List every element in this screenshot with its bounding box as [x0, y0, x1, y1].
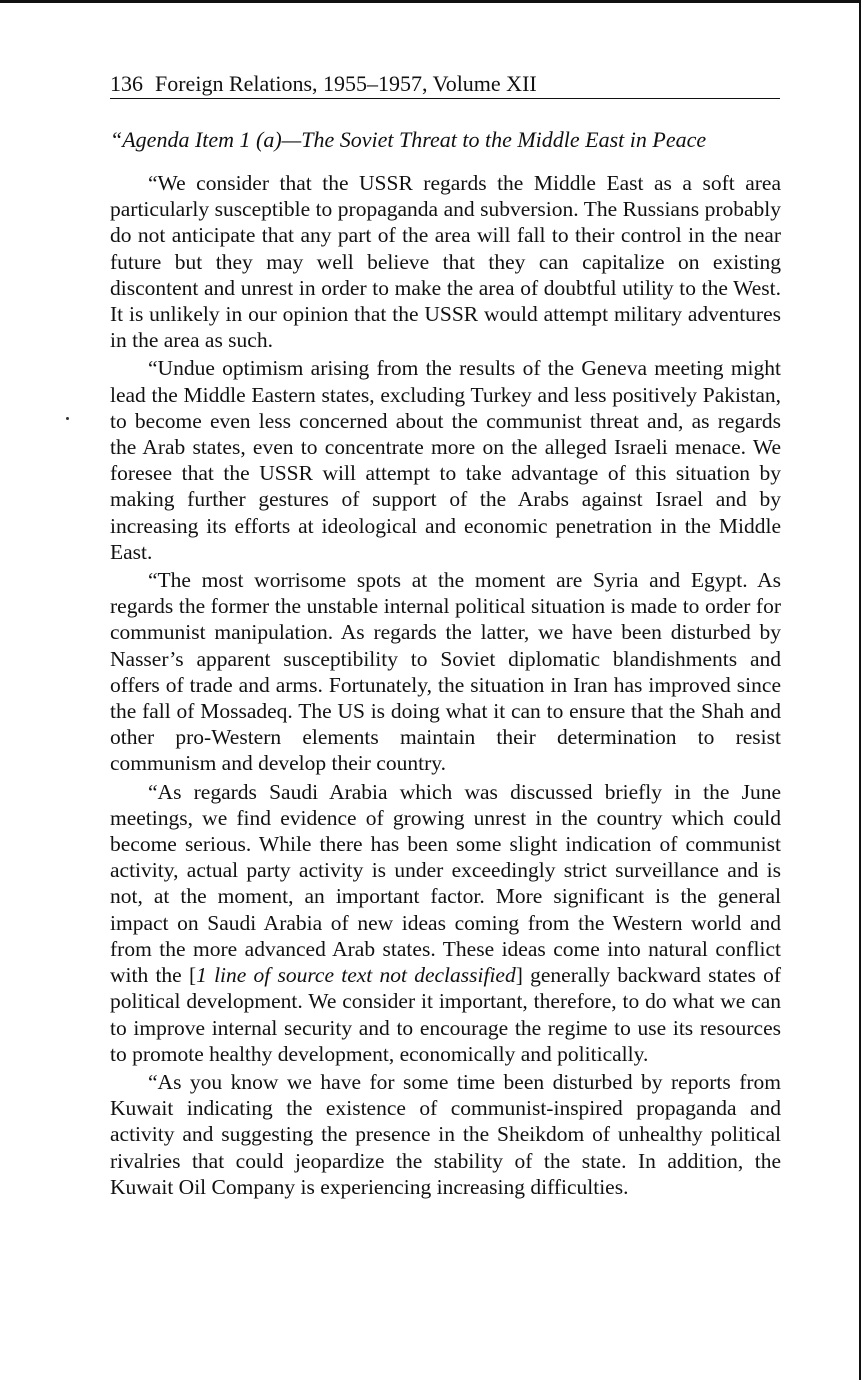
- scan-border-top: [0, 0, 861, 3]
- paragraph-geneva-optimism: “Undue optimism arising from the results of the Geneva meeting might lead the Middle Eastern states, excluding Turkey and less positively Pakistan, to become even less concerned about the communist threat and, as regards the Arab states, even to concentrate more on the alleged Israeli menace. We foresee that the USSR will attempt to take advantage of this situation by making further gestures of support of the Arabs against Israel and by increasing its efforts at ideological and economic penetration in the Middle East.: [110, 356, 781, 564]
- paragraph-saudi-arabia: [110, 779, 781, 1067]
- running-title: Foreign Relations, 1955–1957, Volume XII: [155, 71, 537, 96]
- section-heading: “Agenda Item 1 (a)—The Soviet Threat to the Middle East in Peace: [110, 127, 707, 152]
- paragraph-soviet-view: “We consider that the USSR regards the Middle East as a soft area particularly susceptible to propaganda and subversion. The Russians probably do not anticipate that any part of the area will fall to their control in the near future but they may well believe that they can capitalize on existing discontent and unrest in order to make the area of doubtful utility to the West. It is unlikely in our opinion that the USSR would attempt military adventures in the area as such.: [110, 171, 781, 353]
- paragraph-kuwait: “As you know we have for some time been disturbed by reports from Kuwait indicating the existence of communist-inspired propaganda and activity and suggesting the presence in the Sheikdom of unhealthy political rivalries that could jeopardize the stability of the state. In addition, the Kuwait Oil Company is experiencing increasing difficulties.: [110, 1069, 781, 1199]
- editorial-note-declassified: 1 line of source text not declassified: [196, 963, 516, 988]
- page-number: 136: [110, 71, 143, 96]
- saudi-text-after: ] generally backward states of political development. We consider it important, therefore, to do what we can to improve internal security and to encourage the regime to use its resources to promote healthy development, economically and politically.: [110, 963, 782, 1066]
- document-body: [110, 170, 781, 1202]
- saudi-text-before: “As regards Saudi Arabia which was discussed briefly in the June meetings, we find evidence of growing unrest in the country which could become serious. While there has been some slight indication of communist activity, actual party activity is under exceedingly strict surveillance and is not, at the moment, an important factor. More significant is the general impact on Saudi Arabia of new ideas coming from the Western world and from the more advanced Arab states. These ideas come into natural conflict with the [: [110, 779, 781, 988]
- paragraph-syria-egypt: “The most worrisome spots at the moment are Syria and Egypt. As regards the former the unstable internal political situation is made to order for communist manipulation. As regards the latter, we have been disturbed by Nasser’s apparent susceptibility to Soviet diplomatic blandishments and offers of trade and arms. Fortunately, the situation in Iran has improved since the fall of Mossadeq. The US is doing what it can to ensure that the Shah and other pro-Western elements maintain their determination to resist communism and develop their country.: [110, 568, 781, 776]
- scan-speck: [66, 417, 69, 420]
- running-head: [110, 70, 780, 99]
